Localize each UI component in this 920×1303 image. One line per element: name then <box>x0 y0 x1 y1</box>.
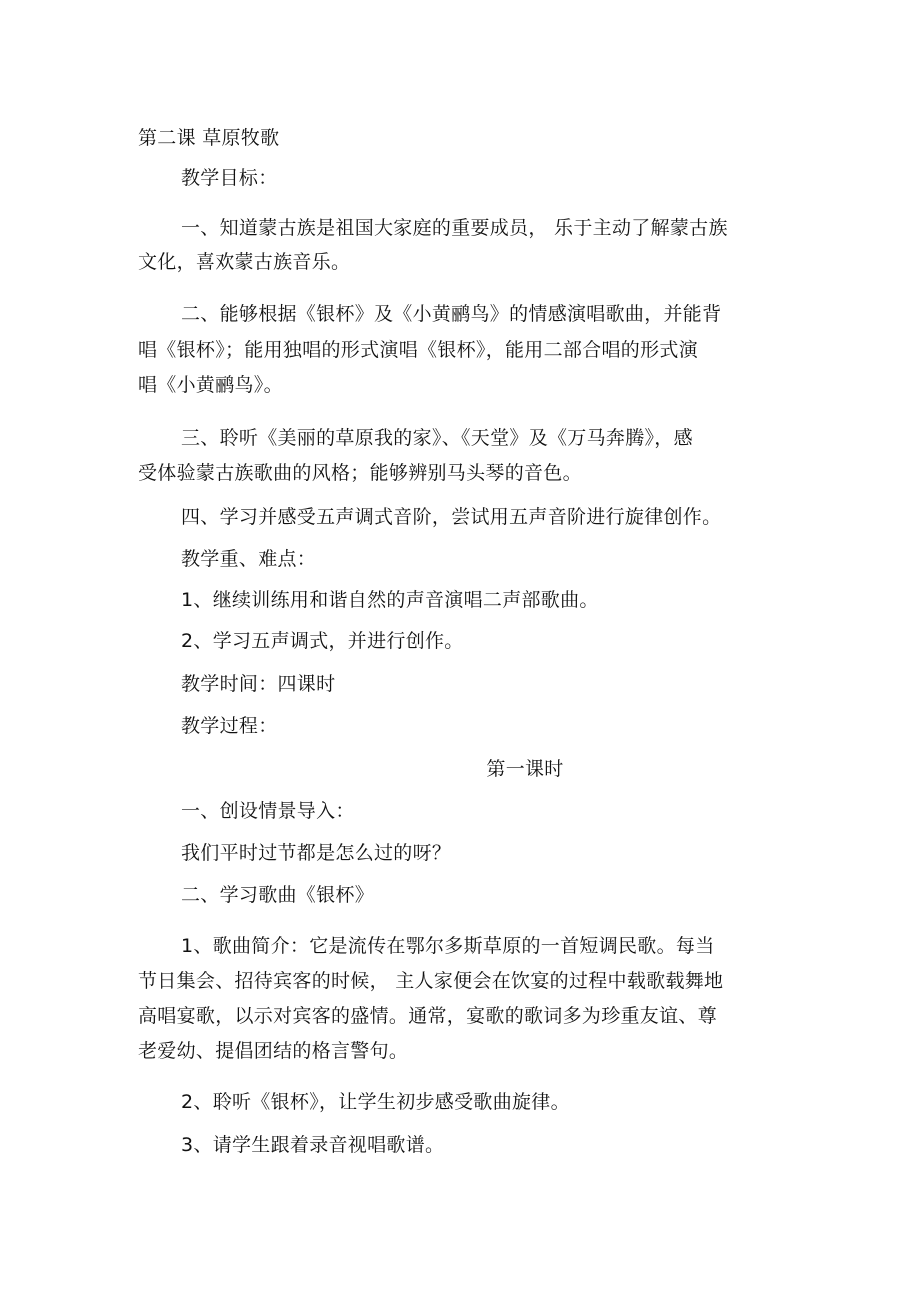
objective-2-line-3: 唱《小黄鹂鸟》。 <box>138 374 283 396</box>
objective-2-line-2: 唱《银杯》；能用独唱的形式演唱《银杯》，能用二部合唱的形式演 <box>138 339 699 361</box>
objective-3-line-2: 受体验蒙古族歌曲的风格；能够辨别马头琴的音色。 <box>138 462 582 484</box>
lesson-title: 第二课 草原牧歌 <box>138 127 280 149</box>
step-2: 二、学习歌曲《银杯》 <box>181 884 375 906</box>
intro-line-3: 高唱宴歌，以示对宾客的盛情。通常，宴歌的歌词多为珍重友谊、尊 <box>138 1005 718 1027</box>
intro-line-2: 节日集会、招待宾客的时候， 主人家便会在饮宴的过程中载歌载舞地 <box>138 970 724 992</box>
question: 我们平时过节都是怎么过的呀？ <box>181 842 452 864</box>
objective-2-line-1: 二、能够根据《银杯》及《小黄鹂鸟》的情感演唱歌曲，并能背 <box>181 303 722 325</box>
process-heading: 教学过程： <box>181 715 278 737</box>
key-points-heading: 教学重、难点： <box>181 548 317 570</box>
intro-line-4: 老爱幼、提倡团结的格言警句。 <box>138 1040 409 1062</box>
objective-1-line-1: 一、知道蒙古族是祖国大家庭的重要成员， 乐于主动了解蒙古族 <box>181 217 728 239</box>
objective-3-line-1: 三、聆听《美丽的草原我的家》、《天堂》及《万马奔腾》，感 <box>181 427 693 449</box>
key-point-1: 1、继续训练用和谐自然的声音演唱二声部歌曲。 <box>181 589 599 611</box>
key-point-2: 2、学习五声调式，并进行创作。 <box>181 630 464 652</box>
intro-line-1: 1、歌曲简介：它是流传在鄂尔多斯草原的一首短调民歌。每当 <box>181 935 715 957</box>
listen-step: 2、聆听《银杯》，让学生初步感受歌曲旋律。 <box>181 1091 570 1113</box>
lesson-1-heading: 第一课时 <box>486 758 564 780</box>
sing-step: 3、请学生跟着录音视唱歌谱。 <box>181 1134 445 1156</box>
teaching-time: 教学时间：四课时 <box>181 673 336 695</box>
step-1: 一、创设情景导入： <box>181 800 355 822</box>
objective-1-line-2: 文化，喜欢蒙古族音乐。 <box>138 251 351 273</box>
objectives-heading: 教学目标： <box>181 167 278 189</box>
objective-4: 四、学习并感受五声调式音阶，尝试用五声音阶进行旋律创作。 <box>181 506 722 528</box>
